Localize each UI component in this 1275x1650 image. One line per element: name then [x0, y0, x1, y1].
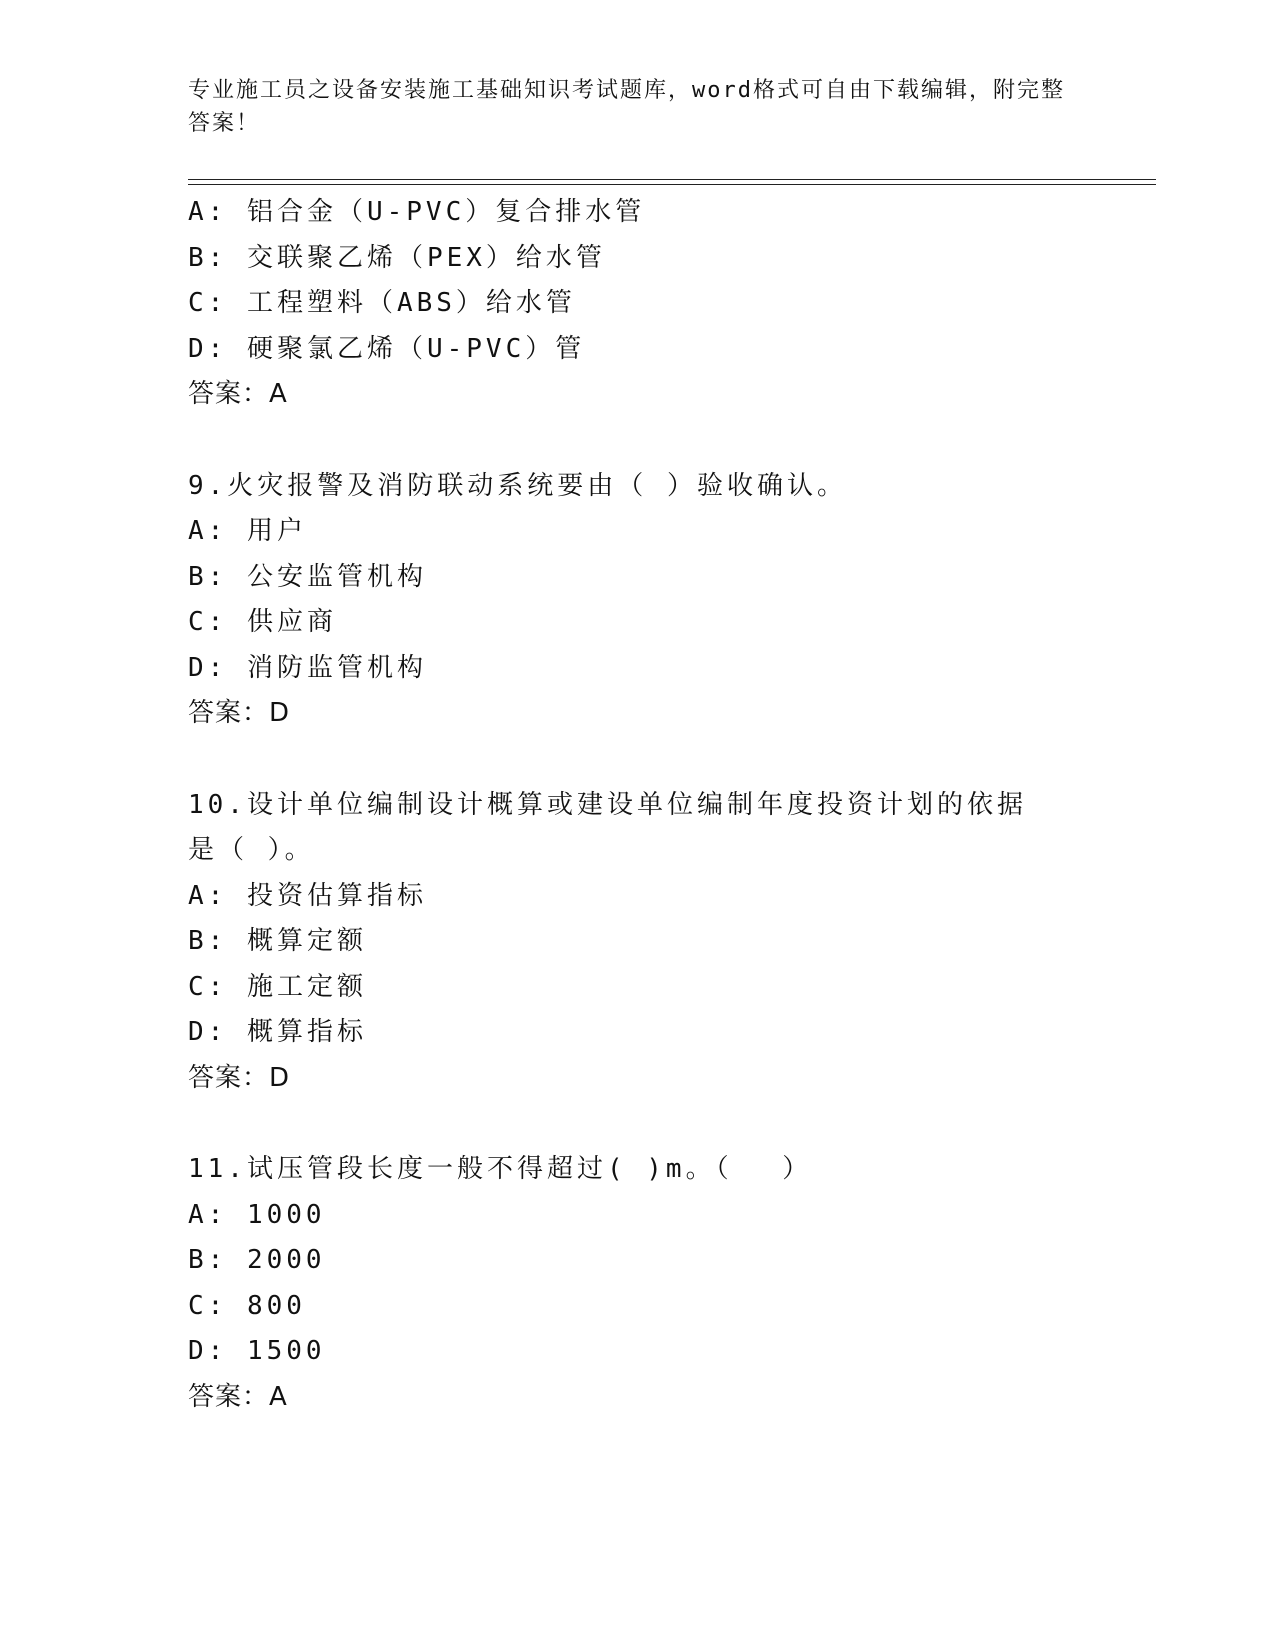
answer-line: 答案：D — [188, 698, 291, 728]
header-divider-bottom — [188, 184, 1156, 185]
option-b: B: 2000 — [188, 1245, 326, 1275]
option-a: A: 1000 — [188, 1199, 326, 1230]
option-b: B: 交联聚乙烯（PEX）给水管 — [188, 242, 606, 273]
question-text: 11.试压管段长度一般不得超过( )m。（ ） — [188, 1154, 813, 1184]
option-c: C: 工程塑料（ABS）给水管 — [188, 288, 576, 318]
question-block — [188, 464, 1088, 737]
option-a: A: 用户 — [188, 516, 307, 546]
option-b: B: 概算定额 — [188, 926, 367, 956]
option-d: D: 消防监管机构 — [188, 652, 427, 683]
question-block — [188, 190, 1088, 418]
question-text: 9.火灾报警及消防联动系统要由（ ）验收确认。 — [188, 470, 847, 501]
document-header: 专业施工员之设备安装施工基础知识考试题库，word格式可自由下载编辑，附完整答案！ — [188, 78, 1065, 136]
question-list — [188, 190, 1088, 1420]
question-block — [188, 1147, 1088, 1420]
option-c: C: 施工定额 — [188, 971, 367, 1002]
answer-line: 答案：D — [188, 1062, 291, 1093]
option-d: D: 硬聚氯乙烯（U-PVC）管 — [188, 333, 586, 364]
header-divider-top — [188, 179, 1156, 180]
option-d: D: 概算指标 — [188, 1017, 367, 1047]
option-b: B: 公安监管机构 — [188, 561, 427, 592]
option-c: C: 供应商 — [188, 607, 337, 637]
option-a: A: 铝合金（U-PVC）复合排水管 — [188, 197, 646, 227]
answer-line: 答案：A — [188, 379, 288, 409]
option-a: A: 投资估算指标 — [188, 880, 427, 911]
answer-line: 答案：A — [188, 1381, 288, 1412]
question-text: 10.设计单位编制设计概算或建设单位编制年度投资计划的依据是（ ）。 — [188, 789, 1027, 865]
question-block — [188, 783, 1088, 1102]
option-d: D: 1500 — [188, 1336, 326, 1366]
option-c: C: 800 — [188, 1290, 306, 1321]
